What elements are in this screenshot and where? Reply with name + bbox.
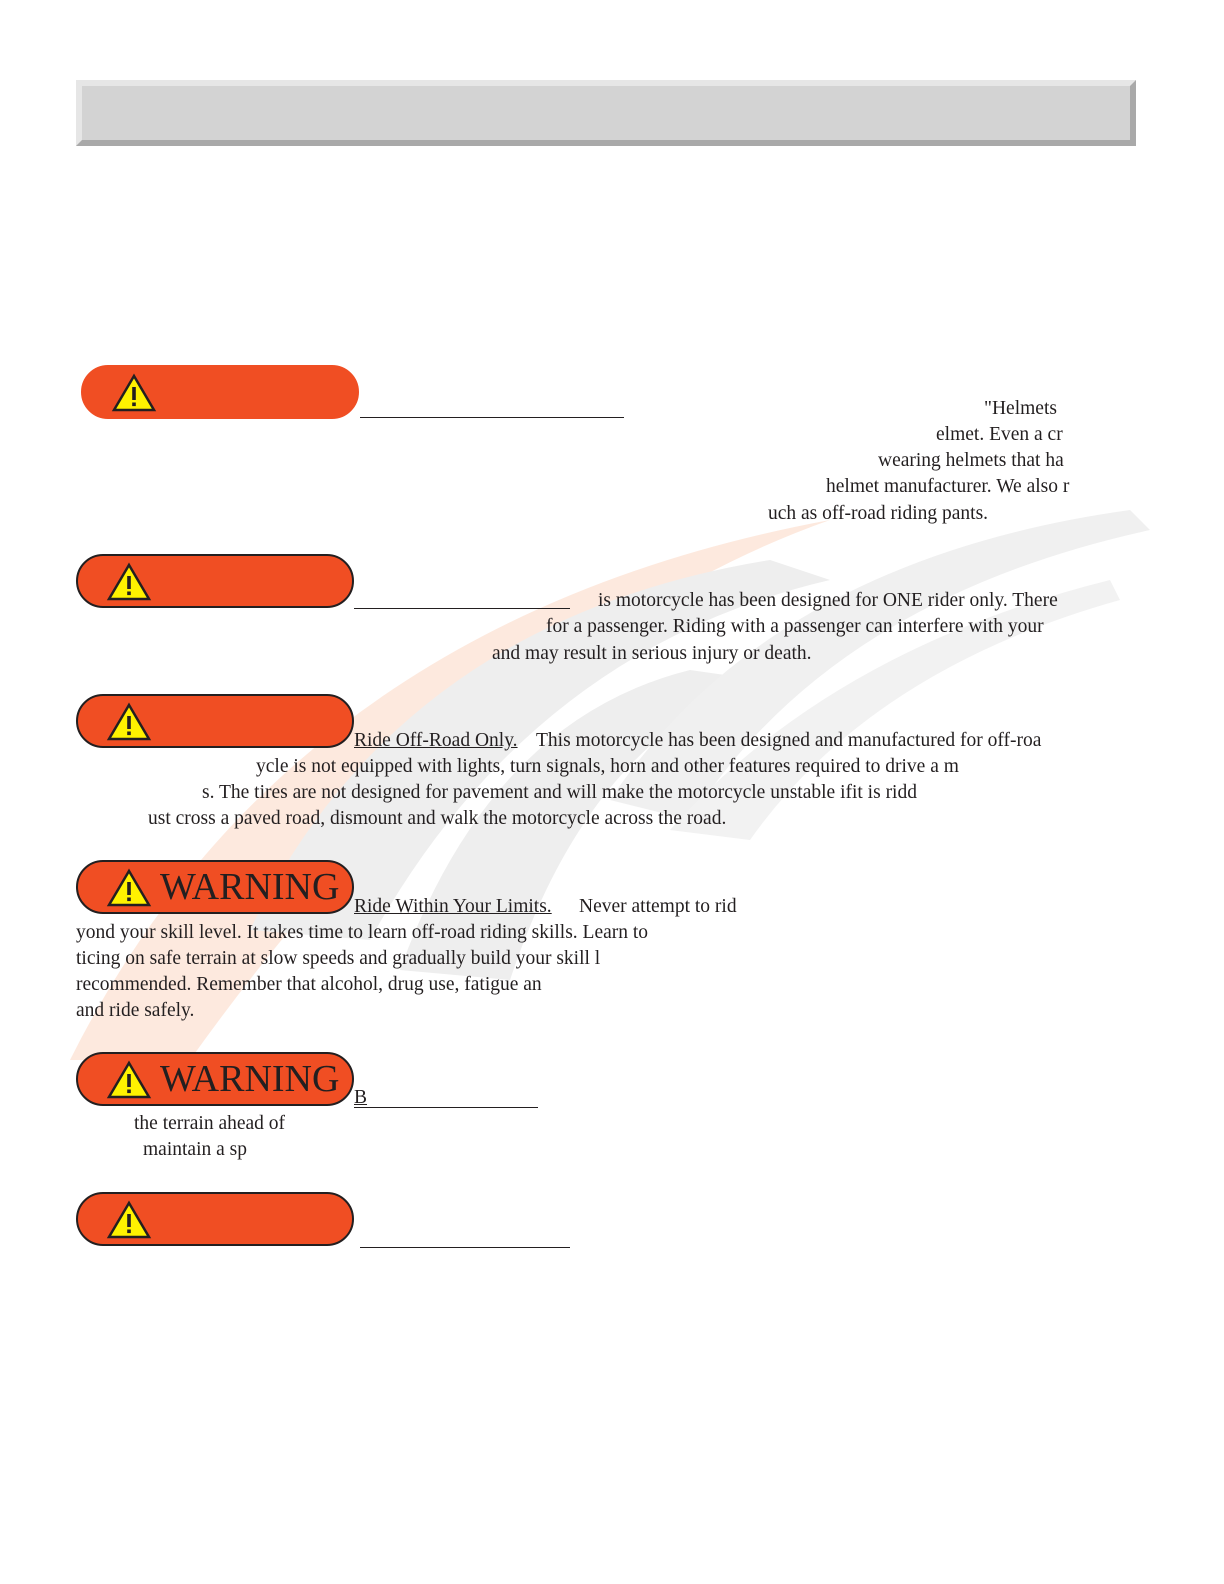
warning-4-line-1: Never attempt to rid [579, 896, 737, 917]
warning-badge-1 [81, 365, 359, 419]
warning-4-line-2: yond your skill level. It takes time to learn off-road riding skills. Learn to [76, 922, 649, 943]
warning-triangle-icon [106, 1200, 152, 1240]
heading-underline [360, 417, 624, 418]
warning-4-heading: Ride Within Your Limits. [354, 896, 552, 917]
warning-2-line-3: and may result in serious injury or death. [492, 643, 812, 664]
warning-triangle-icon [106, 702, 152, 742]
warning-1-line-5: uch as off-road riding pants. [768, 503, 989, 524]
warning-3-line-2: ycle is not equipped with lights, turn signals, horn and other features required to drive a m [256, 756, 959, 777]
warning-4-line-3: ticing on safe terrain at slow speeds and gradually build your skill l [76, 948, 601, 969]
warning-badge-5 [76, 1052, 354, 1106]
warning-triangle-icon [111, 373, 157, 413]
warning-2-line-1: is motorcycle has been designed for ONE rider only. There [598, 590, 1058, 611]
warning-4-line-5: and ride safely. [76, 1000, 195, 1021]
warning-2-line-2: for a passenger. Riding with a passenger can interfere with your [546, 616, 1044, 637]
warning-badge-2 [76, 554, 354, 608]
warning-5-heading: B [354, 1087, 368, 1108]
warning-triangle-icon [106, 1060, 152, 1100]
heading-underline [354, 1107, 538, 1108]
warning-badge-label: WARNING [160, 866, 340, 908]
warning-badge-4 [76, 860, 354, 914]
warning-badge-label: WARNING [160, 1058, 340, 1100]
warning-triangle-icon [106, 868, 152, 908]
warning-1-line-4: helmet manufacturer. We also r [826, 476, 1070, 497]
warning-1-line-1: "Helmets [984, 398, 1057, 419]
warning-5-line-1: the terrain ahead of [134, 1113, 286, 1134]
warning-3-line-4: ust cross a paved road, dismount and walk the motorcycle across the road. [148, 808, 727, 829]
warning-3-line-1: This motorcycle has been designed and manufactured for off-roa [536, 730, 1042, 751]
section-header-bar [76, 80, 1136, 146]
heading-underline [360, 1247, 570, 1248]
warning-5-line-2: maintain a sp [143, 1139, 247, 1160]
warning-4-line-4: recommended. Remember that alcohol, drug use, fatigue an [76, 974, 542, 995]
warning-badge-6 [76, 1192, 354, 1246]
warning-triangle-icon [106, 562, 152, 602]
warning-3-heading: Ride Off-Road Only. [354, 730, 518, 751]
warning-1-line-2: elmet. Even a cr [936, 424, 1063, 445]
warning-badge-3 [76, 694, 354, 748]
warning-1-line-3: wearing helmets that ha [878, 450, 1064, 471]
warning-3-line-3: s. The tires are not designed for pavement and will make the motorcycle unstable ifit is ridd [202, 782, 917, 803]
heading-underline [354, 608, 570, 609]
